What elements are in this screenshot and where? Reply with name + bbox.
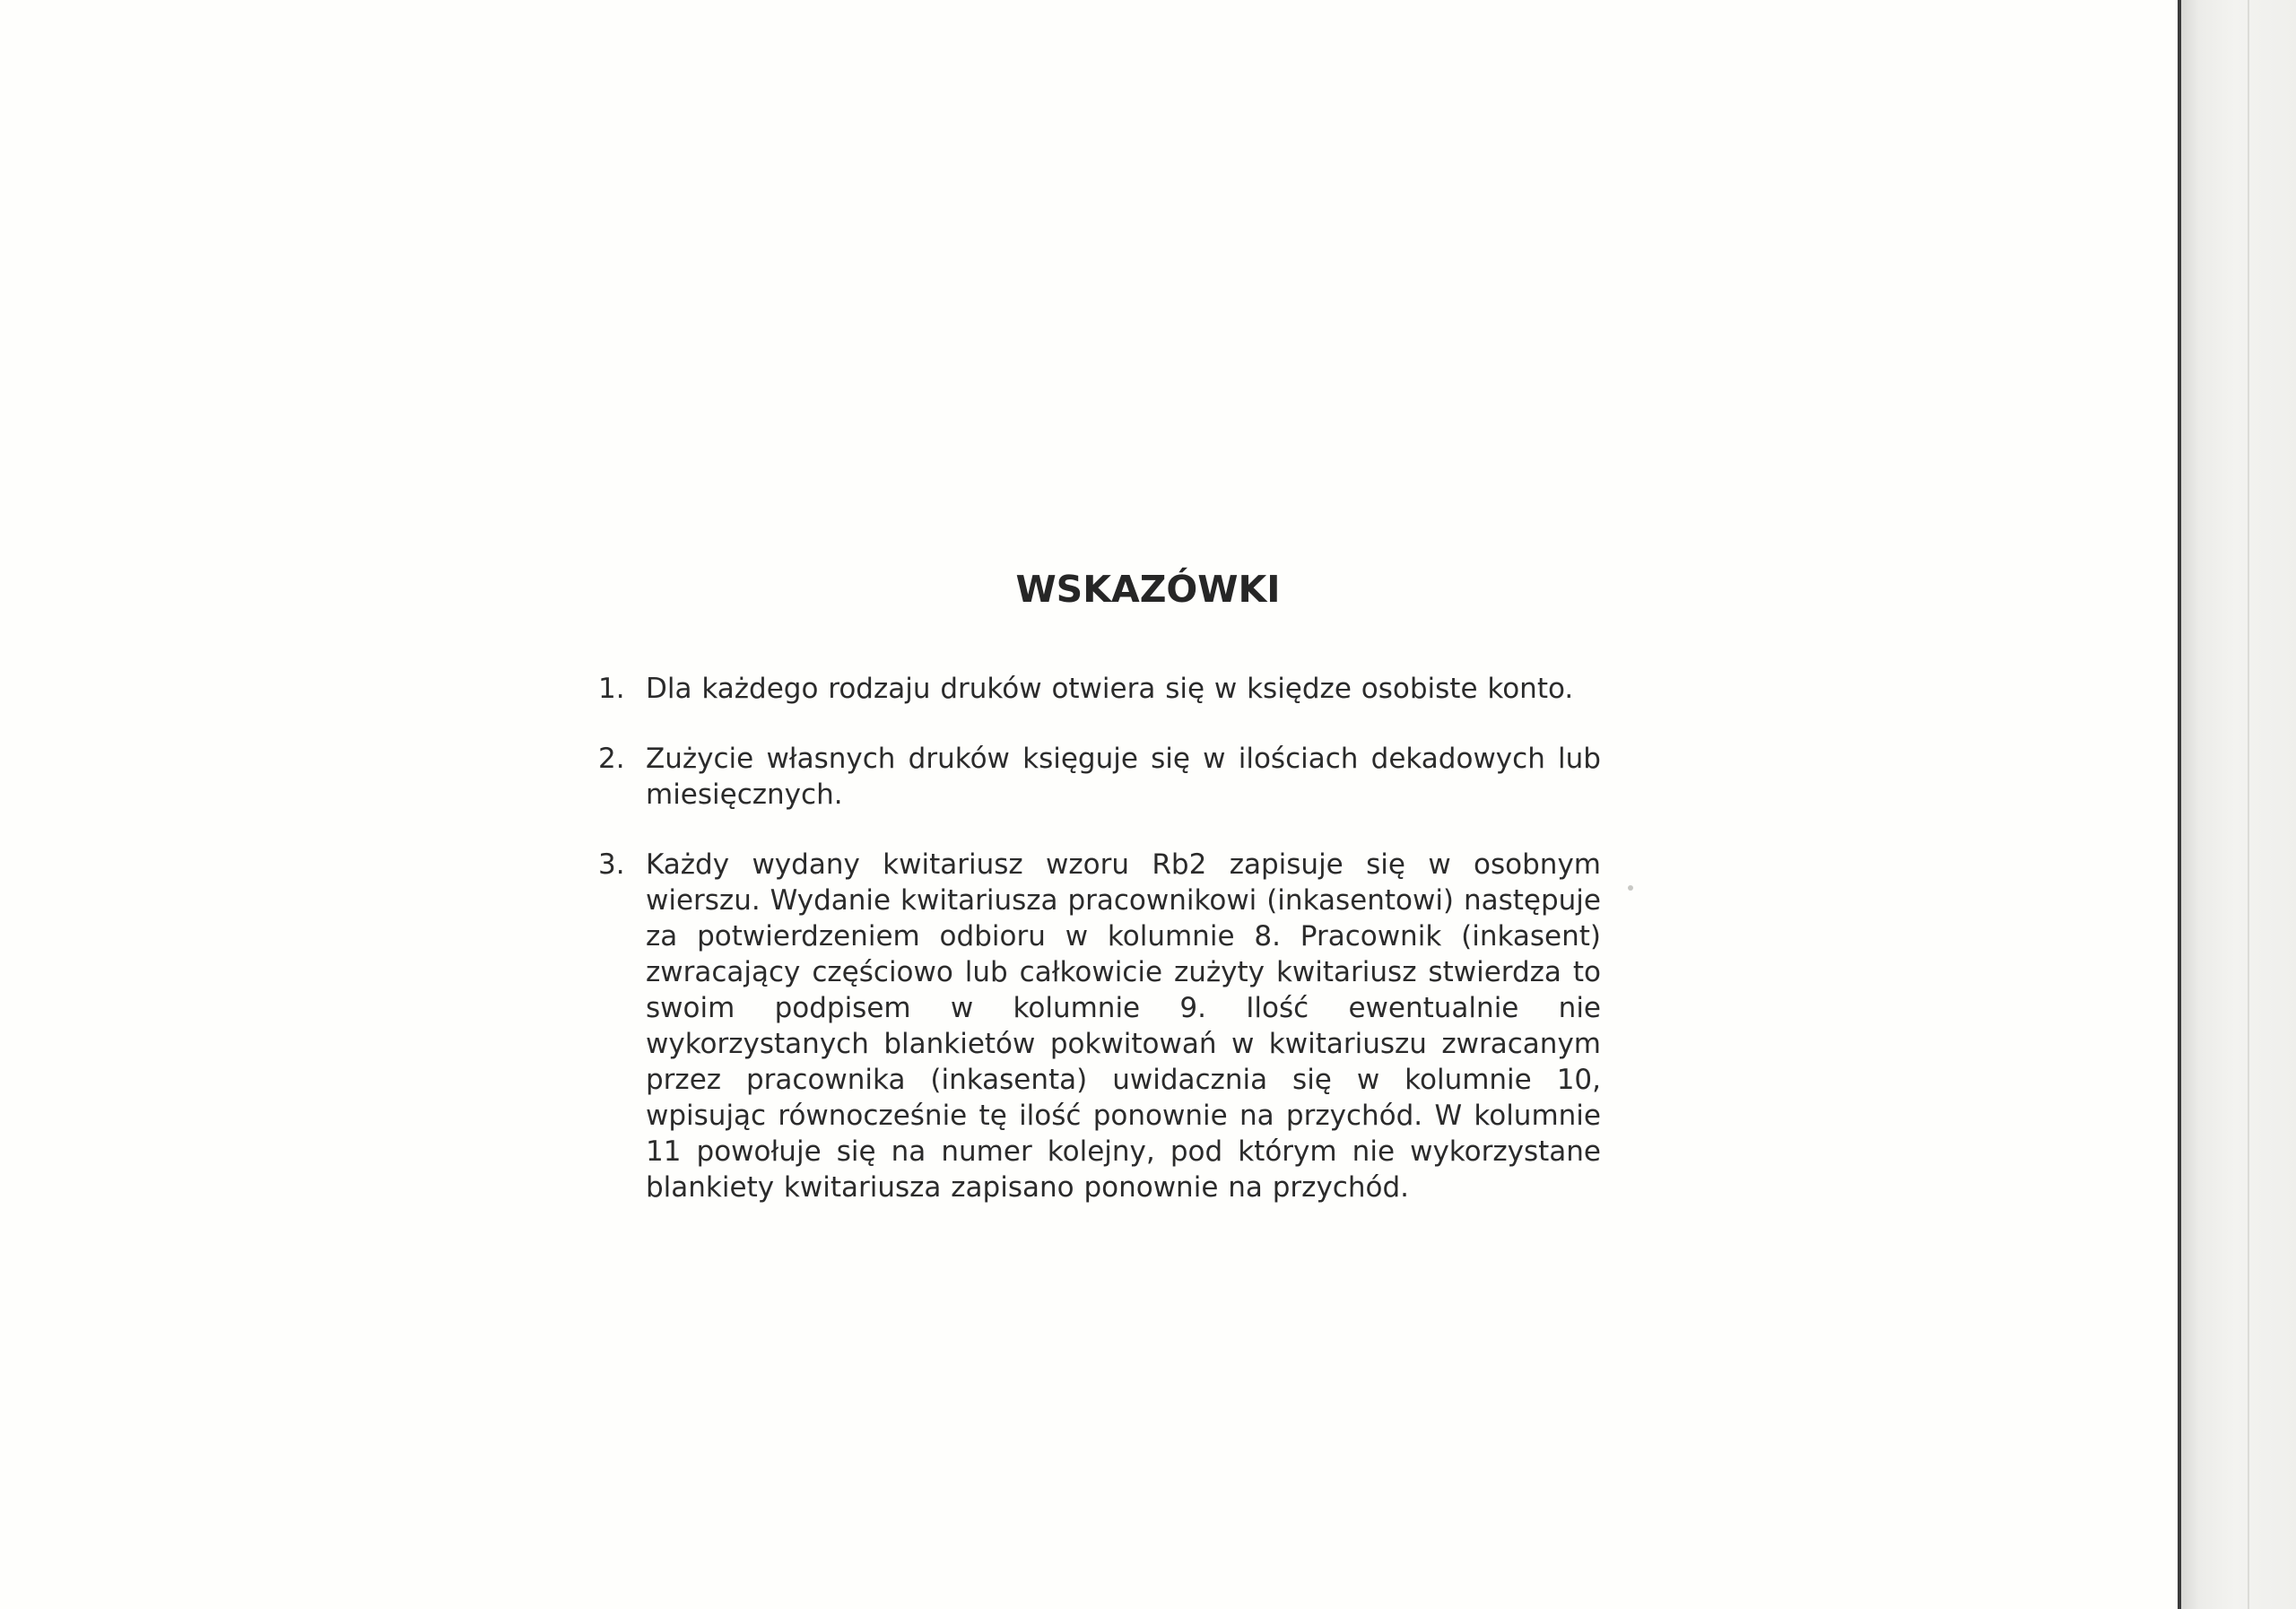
list-item-text: Dla każdego rodzaju druków otwiera się w księdze osobiste konto. (646, 673, 1574, 705)
adjacent-page-strip (2181, 0, 2296, 1609)
paper-speck (1628, 885, 1633, 891)
list-item-text: Każdy wydany kwitariusz wzoru Rb2 zapisuje się w osobnym wierszu. Wydanie kwitariusza pracownikowi (inkasentowi) następuje za potwierdzeniem odbioru w kolumnie 8. Pracownik (inkasent) zwracający częściowo lub całkowicie zużyty kwitariusz stwierdza to swoim podpisem w kolumnie 9. Ilość ewentualnie nie wykorzystanych blankietów pokwitowań w kwitariuszu zwracanym przez pracownika (inkasenta) uwidacznia się w kolumnie 10, wpisując równocześnie tę ilość ponownie na przychód. W kolumnie 11 powołuje się na numer kolejny, pod którym nie wykorzystane blankiety kwitariusza zapisano ponownie na przychód. (646, 848, 1601, 1204)
instructions-list (598, 671, 1601, 1205)
adjacent-page-fold-line (2248, 0, 2249, 1609)
page-title: WSKAZÓWKI (1015, 568, 1281, 611)
list-item-number: 3. (598, 848, 625, 881)
list-item-number: 1. (598, 673, 625, 705)
list-item (598, 847, 1601, 1205)
list-item-number: 2. (598, 743, 625, 775)
list-item-text: Zużycie własnych druków księguje się w ilościach dekadowych lub miesięcznych. (646, 743, 1601, 811)
list-item (598, 741, 1601, 813)
list-item (598, 671, 1601, 707)
